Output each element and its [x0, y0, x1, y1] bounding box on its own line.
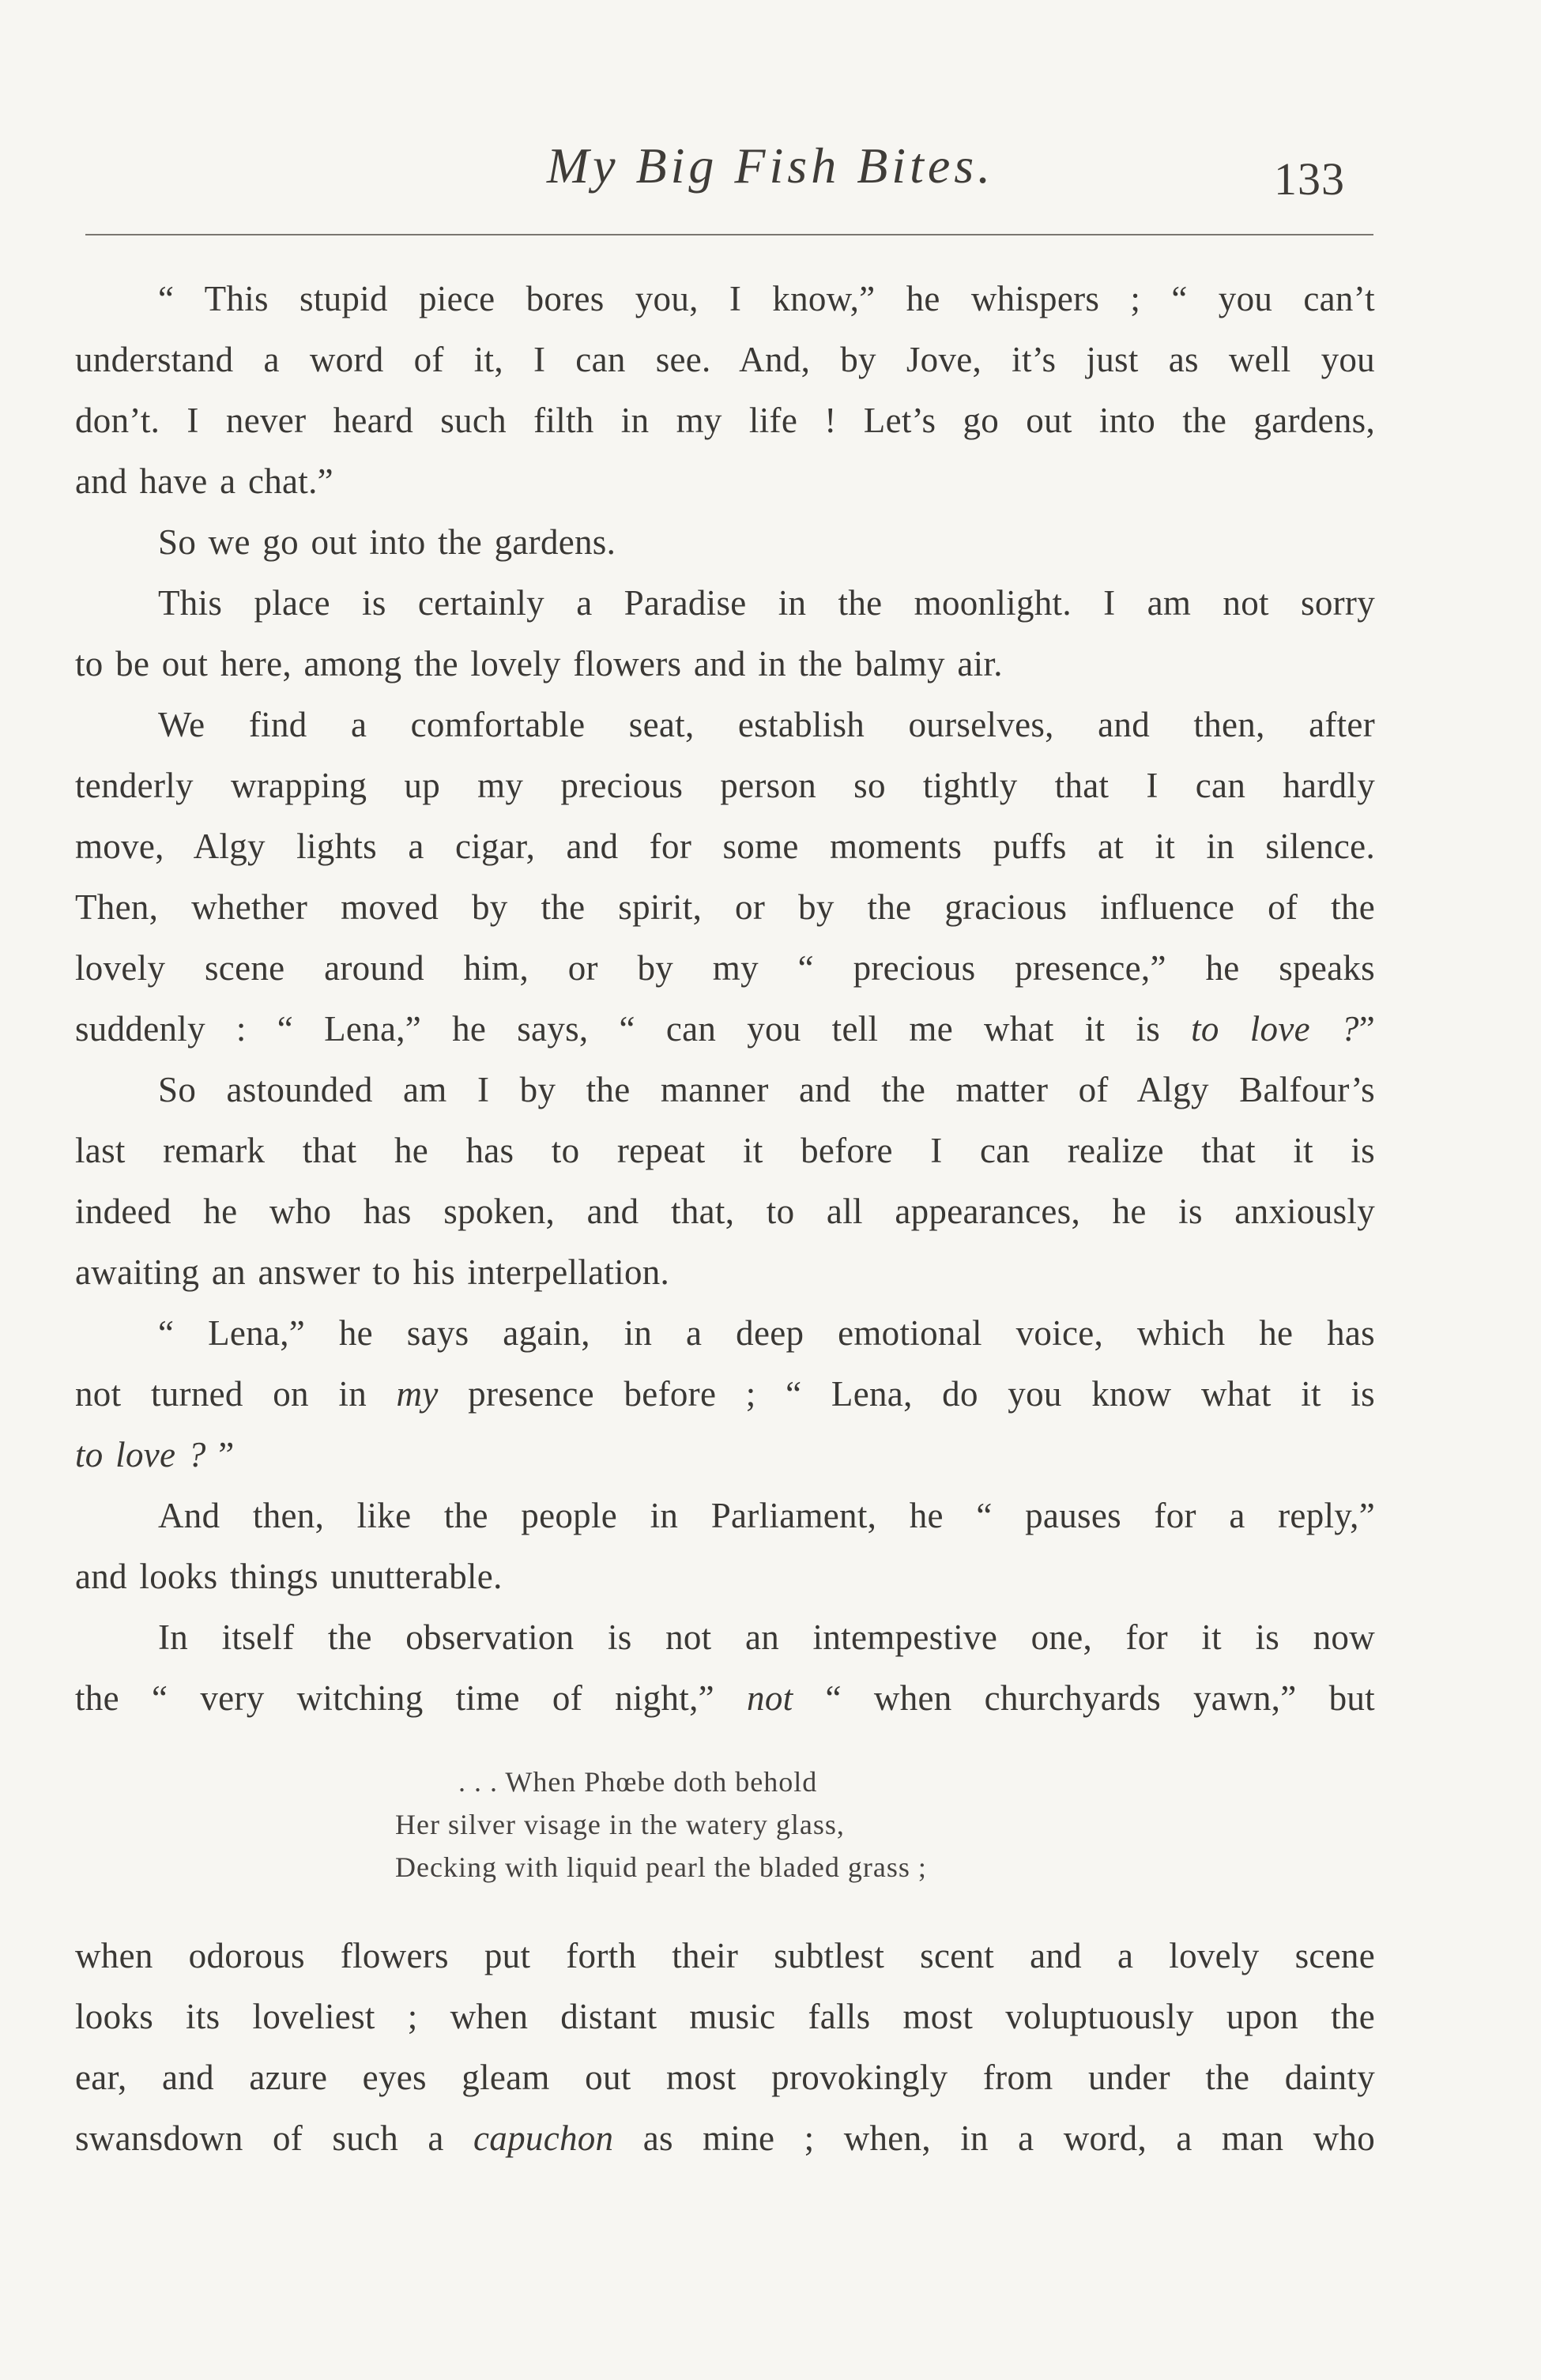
text-line: and looks things unutterable.	[75, 1557, 503, 1596]
text-line: suddenly : “ Lena,” he says, “ can you tell me what it is to love ?”	[75, 1009, 1376, 1049]
text-line: In itself the observation is not an intempestive one, for it is now	[158, 1617, 1375, 1657]
text-line: to love ? ”	[75, 1435, 235, 1474]
text-line: last remark that he has to repeat it before I can realize that it is	[75, 1131, 1375, 1170]
italic-phrase: to love ?	[1191, 1009, 1359, 1049]
text-line: tenderly wrapping up my precious person so tightly that I can hardly	[75, 766, 1375, 805]
text-line: to be out here, among the lovely flowers and in the balmy air.	[75, 644, 1003, 683]
text-line: And then, like the people in Parliament, he “ pauses for a reply,”	[158, 1496, 1375, 1535]
text-line: This place is certainly a Paradise in the moonlight. I am not sorry	[158, 583, 1375, 623]
text-line: awaiting an answer to his interpellation.	[75, 1252, 670, 1292]
text-line: We find a comfortable seat, establish ourselves, and then, after	[158, 705, 1375, 744]
text-line: So we go out into the gardens.	[158, 522, 616, 562]
body-text	[75, 269, 1375, 1729]
text-line: when odorous flowers put forth their subtlest scent and a lovely scene	[75, 1936, 1375, 1975]
text-line: lovely scene around him, or by my “ precious presence,” he speaks	[75, 948, 1375, 988]
page-number: 133	[1274, 153, 1345, 205]
italic-phrase: capuchon	[473, 2118, 614, 2158]
text-line: “ This stupid piece bores you, I know,” he whispers ; “ you can’t	[158, 279, 1375, 318]
text-line: move, Algy lights a cigar, and for some moments puffs at it in silence.	[75, 827, 1375, 866]
text-line: not turned on in my presence before ; “ Lena, do you know what it is	[75, 1374, 1375, 1414]
header-rule	[85, 234, 1373, 235]
verse-line: Her silver visage in the watery glass,	[395, 1809, 845, 1840]
text-line: understand a word of it, I can see. And, by Jove, it’s just as well you	[75, 340, 1375, 379]
text-line: indeed he who has spoken, and that, to all appearances, he is anxiously	[75, 1192, 1375, 1231]
text-line: don’t. I never heard such filth in my life ! Let’s go out into the gardens,	[75, 401, 1375, 440]
text-line: So astounded am I by the manner and the matter of Algy Balfour’s	[158, 1070, 1375, 1109]
text-line: the “ very witching time of night,” not “ when churchyards yawn,” but	[75, 1678, 1375, 1718]
body-text-continued	[75, 1926, 1375, 2169]
verse-line: Decking with liquid pearl the bladed grass ;	[395, 1851, 927, 1883]
text-line: and have a chat.”	[75, 461, 333, 501]
text-line: ear, and azure eyes gleam out most provokingly from under the dainty	[75, 2058, 1375, 2097]
text-line: Then, whether moved by the spirit, or by the gracious influence of the	[75, 887, 1375, 927]
verse-line: . . . When Phœbe doth behold	[458, 1766, 818, 1798]
text-line: swansdown of such a capuchon as mine ; when, in a word, a man who	[75, 2118, 1375, 2158]
running-title: My Big Fish Bites.	[546, 137, 995, 194]
text-line: looks its loveliest ; when distant music falls most voluptuously upon the	[75, 1997, 1375, 2036]
italic-phrase: not	[747, 1678, 793, 1718]
italic-phrase: to love ?	[75, 1435, 206, 1474]
italic-phrase: my	[396, 1374, 439, 1414]
verse-quotation	[0, 1761, 1541, 1889]
text-line: “ Lena,” he says again, in a deep emotional voice, which he has	[158, 1313, 1375, 1353]
